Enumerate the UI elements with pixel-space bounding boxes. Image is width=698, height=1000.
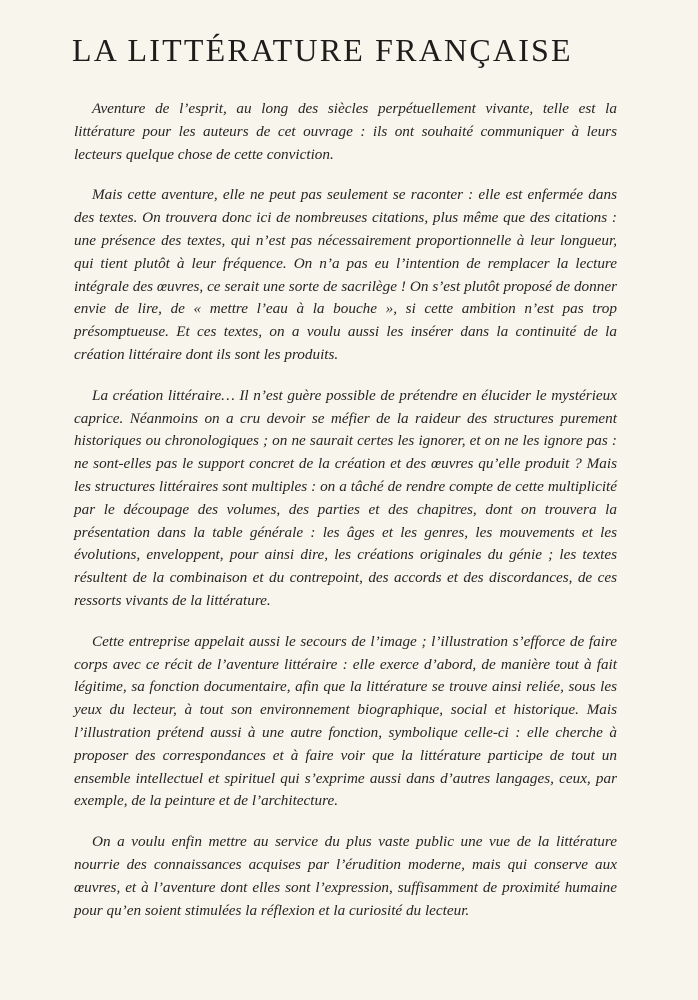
paragraph-2: Mais cette aventure, elle ne peut pas seulement se raconter : elle est enfermée dans des textes. On trouvera donc ici de nombreuses citations, plus même que des citations : une présence des textes, qui n’est pas nécessairement proportionnelle à leur longueur, qui tient plutôt à leur fréquence. On n’a pas eu l’intention de remplacer la lecture intégrale des œuvres, ce serait une sorte de sacrilège ! On s’est plutôt proposé de donner envie de lire, de « mettre l’eau à la bouche », si cette ambition n’est pas trop présomptueuse. Et ces textes, on a voulu aussi les insérer dans la continuité de la création littéraire dont ils sont les produits. bbox=[74, 186, 617, 363]
paragraph-4: Cette entreprise appelait aussi le secours de l’image ; l’illustration s’efforce de faire corps avec ce récit de l’aventure littéraire : elle exerce d’abord, de manière tout à fait légitime, sa fonction documentaire, afin que la littérature se trouve ainsi reliée, sous les yeux du lecteur, à tout son environnement biographique, social et historique. Mais l’illustration prétend aussi à une autre fonction, symbolique celle-ci : elle cherche à proposer des correspondances et à faire voir que la littérature participe de tout un ensemble intellectuel et spirituel qui s’exprime aussi dans d’autres langages, ceux, par exemple, de la peinture et de l’architecture. bbox=[74, 632, 617, 810]
preface-text bbox=[74, 98, 617, 940]
paragraph-1: Aventure de l’esprit, au long des siècles perpétuellement vivante, telle est la littérature pour les auteurs de cet ouvrage : ils ont souhaité communiquer à leurs lecteurs quelque chose de cette conviction. bbox=[74, 100, 617, 163]
paragraph-3: La création littéraire… Il n’est guère possible de prétendre en élucider le mystérieux caprice. Néanmoins on a cru devoir se méfier de la raideur des structures purement historiques ou chronologiques ; on ne saurait certes les ignorer, et on ne les ignore pas : ne sont-elles pas le support concret de la création et des œuvres qu’elle produit ? Mais les structures littéraires sont multiples : on a tâché de rendre compte de cette multiplicité par le découpage des volumes, des parties et des chapitres, dont on trouvera la présentation dans la table générale : les âges et les genres, les mouvements et les évolutions, enveloppent, pour ainsi dire, les créations originales du génie ; les textes résultent de la combinaison et du contrepoint, des accords et des discordances, de ces ressorts vivants de la littérature. bbox=[74, 386, 617, 609]
page-title: LA LITTÉRATURE FRANÇAISE bbox=[72, 32, 573, 68]
paragraph-5: On a voulu enfin mettre au service du plus vaste public une vue de la littérature nourrie des connaissances acquises par l’érudition moderne, mais qui conserve aux œuvres, et à l’aventure dont elles sont l’expression, suffisamment de proximité humaine pour qu’en soient stimulées la réflexion et la curiosité du lecteur. bbox=[74, 833, 617, 919]
